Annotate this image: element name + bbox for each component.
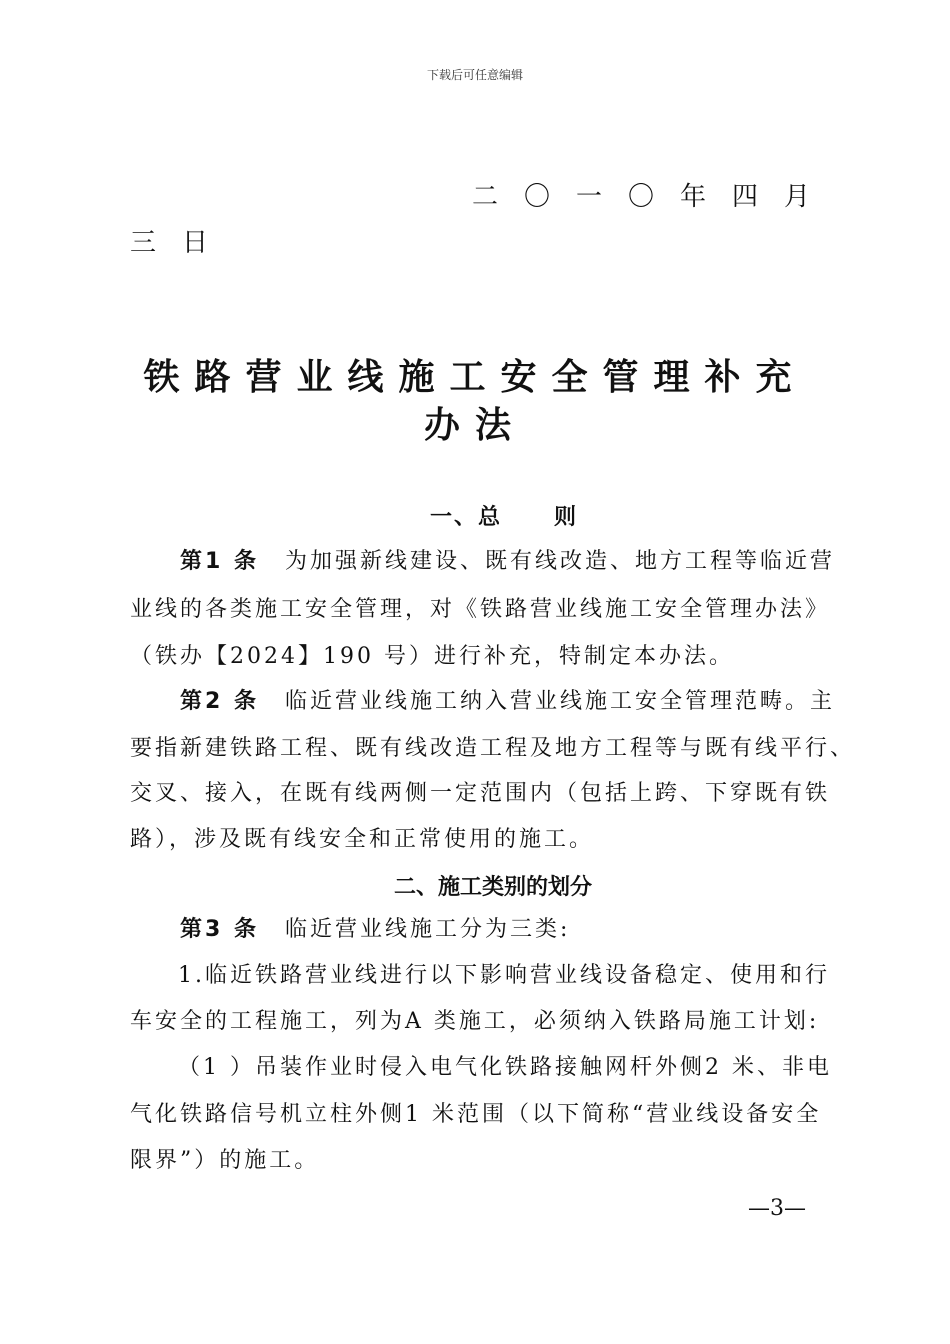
header-note: 下载后可任意编辑	[426, 68, 523, 82]
item-1-text-2: 车安全的工程施工，列为A 类施工，必须纳入铁路局施工计划:	[130, 1009, 820, 1034]
section-heading-classification: 二、施工类别的划分	[394, 875, 593, 900]
article-1-text-1: 为加强新线建设、既有线改造、地方工程等临近营	[284, 549, 835, 574]
article-2-text-4: 路），涉及既有线安全和正常使用的施工。	[130, 827, 595, 852]
section-heading-part-a: 一、总	[430, 505, 503, 530]
article-3-label: 第3 条	[180, 917, 259, 942]
article-2-text-3: 交叉、接入，在既有线两侧一定范围内（包括上跨、下穿既有铁	[130, 781, 831, 806]
article-1-text-2: 业线的各类施工安全管理，对《铁路营业线施工安全管理办法》	[130, 597, 831, 622]
subitem-1-text-1: （1 ）吊装作业时侵入电气化铁路接触网杆外侧2 米、非电	[178, 1055, 832, 1080]
article-2-label: 第2 条	[180, 689, 259, 714]
article-3-text-1: 临近营业线施工分为三类:	[284, 917, 571, 942]
section-heading-part-b: 则	[554, 505, 579, 530]
article-1-text-3: （铁办【2024】190 号）进行补充，特制定本办法。	[130, 644, 734, 669]
page-number: —3—	[748, 1196, 806, 1221]
article-1-first-line	[180, 546, 835, 578]
article-1-label: 第1 条	[180, 549, 259, 574]
document-title: 铁路营业线施工安全管理补充办法	[143, 357, 807, 446]
article-2-first-line	[180, 686, 835, 718]
article-3-first-line	[180, 914, 570, 946]
subitem-1-text-2: 气化铁路信号机立柱外侧1 米范围（以下简称“营业线设备安全	[130, 1102, 822, 1127]
date-line-1: 二〇一〇年四月	[472, 182, 837, 212]
article-2-text-2: 要指新建铁路工程、既有线改造工程及地方工程等与既有线平行、	[130, 736, 856, 761]
date-line-2: 三日	[130, 228, 235, 258]
section-heading-general	[430, 500, 578, 531]
item-1-text-1: 1.临近铁路营业线进行以下影响营业线设备稳定、使用和行	[178, 963, 830, 988]
article-2-text-1: 临近营业线施工纳入营业线施工安全管理范畴。主	[284, 689, 835, 714]
subitem-1-text-3: 限界”）的施工。	[130, 1148, 320, 1173]
